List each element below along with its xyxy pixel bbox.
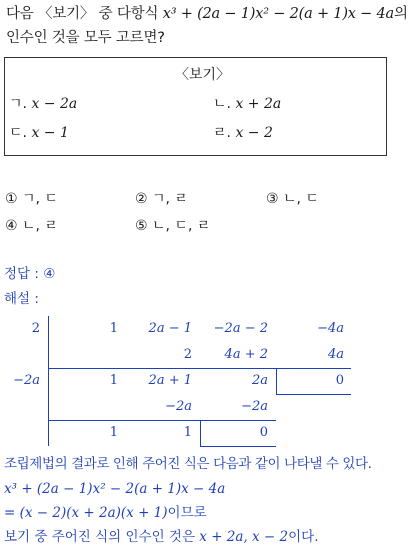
division-cell: −2a (165, 399, 192, 414)
division-horizontal-line-1 (48, 368, 351, 369)
choice-1[interactable]: ① ㄱ, ㄷ (5, 191, 58, 207)
division-root-neg2a: −2a (13, 373, 40, 388)
remainder-box-line-2-h (200, 446, 276, 447)
division-cell: 2a + 1 (148, 373, 192, 388)
question-line-2: 인수인 것을 모두 고르면? (6, 30, 165, 46)
division-cell: −2a (241, 399, 268, 414)
division-cell: 2a − 1 (148, 321, 192, 336)
explanation-label: 해설 : (4, 291, 39, 307)
question-suffix: 의 (394, 6, 408, 22)
question-prefix: 다음 〈보기〉 중 다항식 (6, 6, 159, 22)
choice-5[interactable]: ⑤ ㄴ, ㄷ, ㄹ (135, 218, 211, 234)
division-cell: 1 (183, 425, 192, 440)
remainder-box-line-2-v (200, 420, 201, 446)
division-cell: −4a (317, 321, 344, 336)
division-cell: 4a + 2 (224, 347, 268, 362)
choice-3[interactable]: ③ ㄴ, ㄷ (266, 191, 319, 207)
division-cell: 2 (183, 347, 192, 362)
division-cell: 1 (109, 321, 118, 336)
answer: 정답 : ④ (4, 266, 56, 282)
question-line-1 (6, 3, 408, 25)
remainder-box-line-1-v (276, 368, 277, 394)
bogi-item-nieun: ㄴ. x + 2a (213, 96, 282, 112)
question-polynomial: x³ + (2a − 1)x² − 2(a + 1)x − 4a (162, 6, 395, 22)
division-remainder-2: 0 (259, 425, 268, 440)
bogi-item-giyeok: ㄱ. x − 2a (9, 96, 78, 112)
division-horizontal-line-2 (48, 420, 276, 421)
bogi-title: 〈보기〉 (175, 67, 231, 83)
division-cell: 2a (251, 373, 268, 388)
division-cell: 1 (109, 425, 118, 440)
division-cell: 1 (109, 373, 118, 388)
division-cell: 4a (327, 347, 344, 362)
division-root-2: 2 (31, 321, 40, 336)
solution-line-3: = (x − 2)(x + 2a)(x + 1)이므로 (4, 505, 207, 521)
solution-line-4: 보기 중 주어진 식의 인수인 것은 x + 2a, x − 2이다. (4, 529, 319, 545)
remainder-box-line-1-h (276, 394, 351, 395)
solution-line-1: 조립제법의 결과로 인해 주어진 식은 다음과 같이 나타낼 수 있다. (4, 456, 372, 472)
bogi-item-digeut: ㄷ. x − 1 (9, 125, 69, 141)
solution-line-2: x³ + (2a − 1)x² − 2(a + 1)x − 4a (4, 481, 226, 497)
division-remainder-1: 0 (335, 373, 344, 388)
division-vertical-line (48, 316, 49, 446)
choice-4[interactable]: ④ ㄴ, ㄹ (5, 218, 58, 234)
choice-2[interactable]: ② ㄱ, ㄹ (135, 191, 188, 207)
bogi-item-rieul: ㄹ. x − 2 (213, 125, 273, 141)
division-cell: −2a − 2 (213, 321, 268, 336)
